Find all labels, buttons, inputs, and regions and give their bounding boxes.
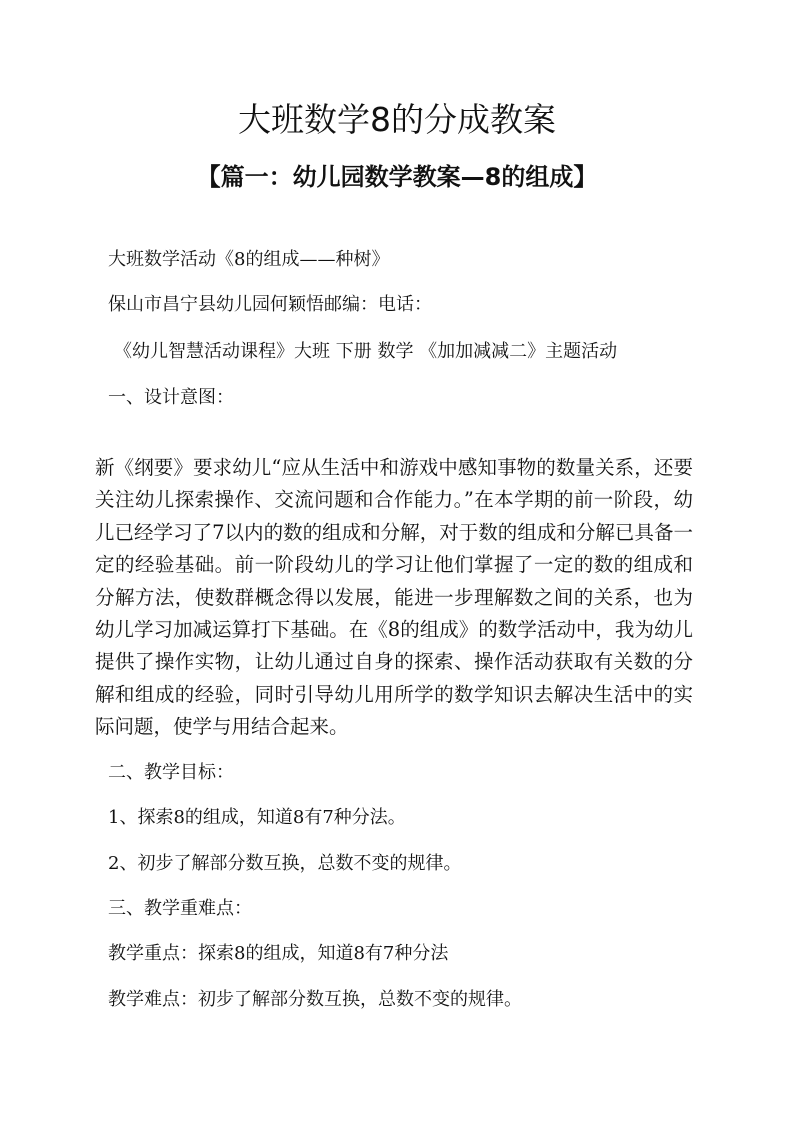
section2-heading: 二、教学目标： bbox=[108, 762, 234, 783]
goal-2: 2、初步了解部分数互换，总数不变的规律。 bbox=[108, 853, 462, 874]
document-subtitle: 【篇一：幼儿园数学教案—8的组成】 bbox=[196, 163, 598, 191]
section3-heading: 三、教学重难点： bbox=[108, 898, 252, 919]
difficult-point: 教学难点：初步了解部分数互换，总数不变的规律。 bbox=[108, 989, 522, 1010]
goal-1: 1、探索8的组成，知道8有7种分法。 bbox=[108, 807, 406, 828]
activity-title: 大班数学活动《8的组成——种树》 bbox=[108, 249, 390, 270]
course-line: 《幼儿智慧活动课程》大班 下册 数学 《加加减减二》主题活动 bbox=[114, 341, 618, 362]
document-title: 大班数学8的分成教案 bbox=[238, 100, 556, 139]
section1-heading: 一、设计意图： bbox=[108, 387, 234, 408]
author-line: 保山市昌宁县幼儿园何颖悟邮编：电话： bbox=[108, 294, 432, 315]
section1-body: 新《纲要》要求幼儿“应从生活中和游戏中感知事物的数量关系，还要关注幼儿探索操作、交流问题和合作能力。”在本学期的前一阶段，幼儿已经学习了7以内的数的组成和分解，对于数的组成和分解已具备一定的经验基础。前一阶段幼儿的学习让他们掌握了一定的数的组成和分解方法，使数群概念得以发展，能进一步理解数之间的关系，也为幼儿学习加减运算打下基础。在《8的组成》的数学活动中，我为幼儿提供了操作实物，让幼儿通过自身的探索、操作活动获取有关数的分解和组成的经验，同时引导幼儿用所学的数学知识去解决生活中的实际问题，使学与用结合起来。 bbox=[95, 456, 693, 739]
key-point: 教学重点：探索8的组成，知道8有7种分法 bbox=[108, 943, 449, 964]
